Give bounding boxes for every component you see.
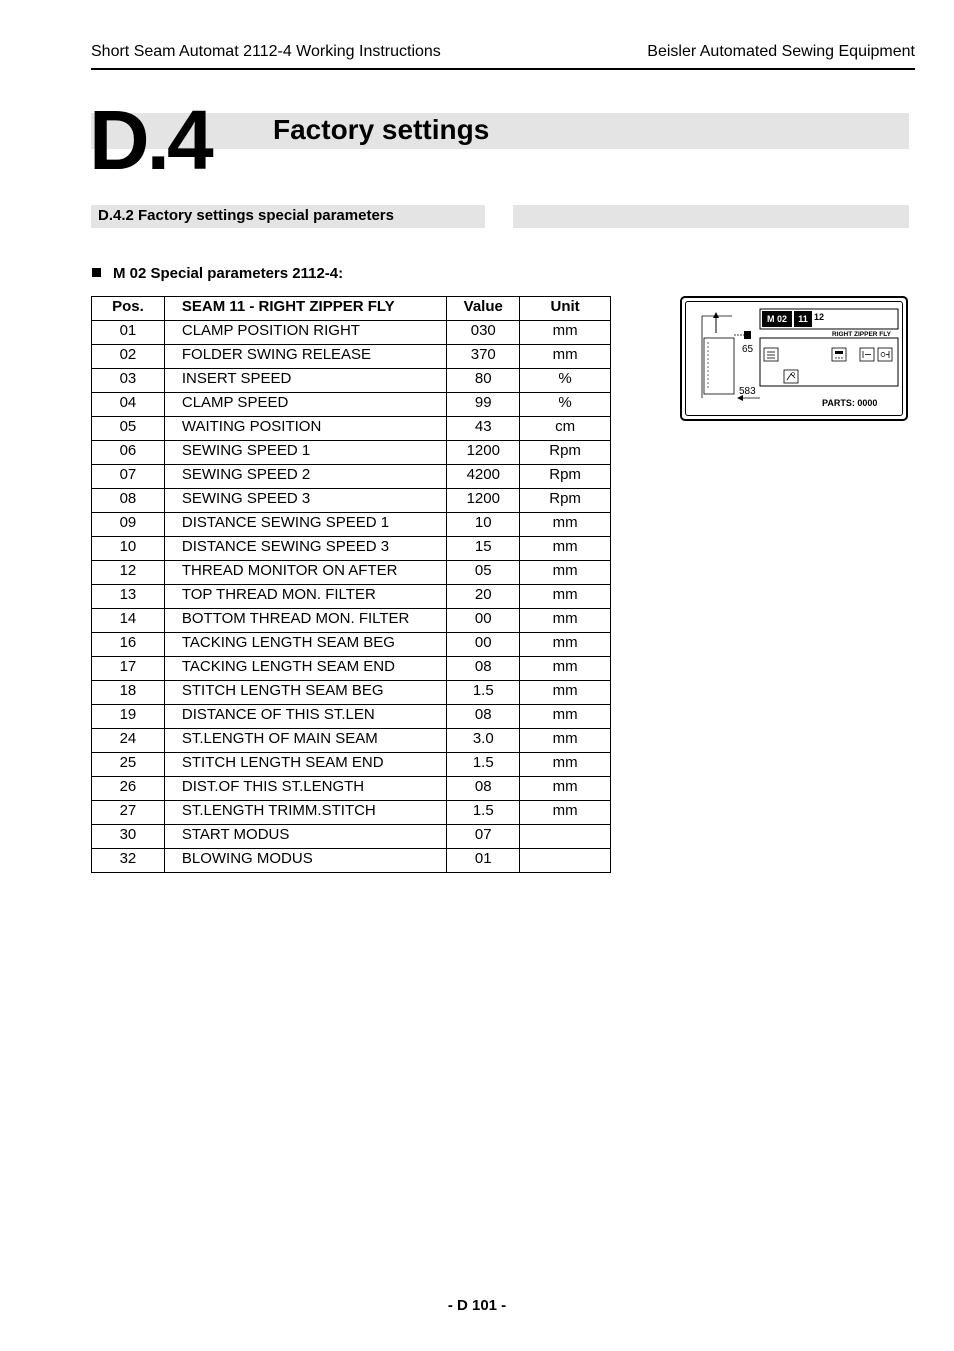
- cell-parameter: THREAD MONITOR ON AFTER: [164, 561, 446, 585]
- header-right-title: Beisler Automated Sewing Equipment: [647, 43, 915, 60]
- cell-parameter: START MODUS: [164, 825, 446, 849]
- seam-name-label: RIGHT ZIPPER FLY: [832, 331, 891, 338]
- cell-unit: mm: [520, 777, 611, 801]
- cell-parameter: STITCH LENGTH SEAM BEG: [164, 681, 446, 705]
- table-row: [92, 681, 611, 705]
- cell-parameter: DISTANCE SEWING SPEED 3: [164, 537, 446, 561]
- cell-value: 1.5: [447, 753, 520, 777]
- header-left-title: Short Seam Automat 2112-4 Working Instructions: [91, 43, 441, 60]
- cell-pos: 18: [92, 681, 165, 705]
- table-row: [92, 561, 611, 585]
- cell-unit: Rpm: [520, 465, 611, 489]
- cell-pos: 12: [92, 561, 165, 585]
- cell-parameter: SEWING SPEED 3: [164, 489, 446, 513]
- arrow-up-icon: [713, 312, 719, 333]
- table-row: [92, 609, 611, 633]
- cell-value: 20: [447, 585, 520, 609]
- cell-parameter: STITCH LENGTH SEAM END: [164, 753, 446, 777]
- cell-pos: 26: [92, 777, 165, 801]
- cell-value: 43: [447, 417, 520, 441]
- cell-pos: 25: [92, 753, 165, 777]
- cell-pos: 13: [92, 585, 165, 609]
- cell-unit: mm: [520, 609, 611, 633]
- cell-pos: 09: [92, 513, 165, 537]
- cell-unit: [520, 849, 611, 873]
- control-panel-display: [680, 296, 908, 421]
- section-title: D.4.2 Factory settings special parameters: [98, 207, 394, 224]
- table-row: [92, 513, 611, 537]
- cell-unit: mm: [520, 801, 611, 825]
- table-row: [92, 825, 611, 849]
- table-row: [92, 321, 611, 345]
- cell-value: 1.5: [447, 801, 520, 825]
- cell-pos: 02: [92, 345, 165, 369]
- cell-pos: 10: [92, 537, 165, 561]
- cell-parameter: TOP THREAD MON. FILTER: [164, 585, 446, 609]
- table-row: [92, 345, 611, 369]
- cell-unit: mm: [520, 633, 611, 657]
- cell-parameter: DIST.OF THIS ST.LENGTH: [164, 777, 446, 801]
- cell-pos: 07: [92, 465, 165, 489]
- list-icon: [764, 348, 778, 361]
- cell-unit: Rpm: [520, 441, 611, 465]
- table-row: [92, 729, 611, 753]
- cell-parameter: CLAMP POSITION RIGHT: [164, 321, 446, 345]
- sewing-head-icon: [832, 348, 846, 361]
- table-row: [92, 657, 611, 681]
- chapter-number: D.4: [89, 93, 211, 187]
- cell-value: 1.5: [447, 681, 520, 705]
- cell-pos: 16: [92, 633, 165, 657]
- cell-value: 07: [447, 825, 520, 849]
- cell-pos: 01: [92, 321, 165, 345]
- table-row: [92, 441, 611, 465]
- zipper-icon: [784, 370, 798, 383]
- table-row: [92, 417, 611, 441]
- cell-parameter: CLAMP SPEED: [164, 393, 446, 417]
- cell-unit: mm: [520, 753, 611, 777]
- cell-unit: cm: [520, 417, 611, 441]
- table-row: [92, 801, 611, 825]
- cell-unit: Rpm: [520, 489, 611, 513]
- chapter-title: Factory settings: [273, 114, 490, 145]
- cell-unit: mm: [520, 705, 611, 729]
- cell-value: 08: [447, 657, 520, 681]
- cell-parameter: TACKING LENGTH SEAM BEG: [164, 633, 446, 657]
- cell-pos: 24: [92, 729, 165, 753]
- cell-parameter: DISTANCE SEWING SPEED 1: [164, 513, 446, 537]
- cell-value: 15: [447, 537, 520, 561]
- cell-value: 99: [447, 393, 520, 417]
- cell-value: 370: [447, 345, 520, 369]
- cell-parameter: ST.LENGTH TRIMM.STITCH: [164, 801, 446, 825]
- cell-pos: 17: [92, 657, 165, 681]
- cell-unit: mm: [520, 729, 611, 753]
- cell-parameter: INSERT SPEED: [164, 369, 446, 393]
- table-row: [92, 585, 611, 609]
- cell-value: 00: [447, 633, 520, 657]
- cell-unit: mm: [520, 561, 611, 585]
- cell-value: 10: [447, 513, 520, 537]
- bottom-value-label: 583: [739, 386, 756, 397]
- table-row: [92, 369, 611, 393]
- seam-active-label: 11: [794, 311, 812, 327]
- cell-pos: 03: [92, 369, 165, 393]
- col-header-seam: SEAM 11 - RIGHT ZIPPER FLY: [164, 297, 446, 321]
- page-number: - D 101 -: [447, 1297, 507, 1314]
- cell-value: 08: [447, 777, 520, 801]
- parameter-list-heading-text: M 02 Special parameters 2112-4:: [113, 265, 344, 282]
- cell-unit: mm: [520, 537, 611, 561]
- cell-pos: 30: [92, 825, 165, 849]
- section-bar-right: [513, 205, 909, 228]
- chapter-bar: [91, 113, 909, 149]
- cell-parameter: BLOWING MODUS: [164, 849, 446, 873]
- parts-counter: PARTS: 0000: [822, 398, 878, 408]
- cell-value: 05: [447, 561, 520, 585]
- table-row: [92, 537, 611, 561]
- cell-unit: [520, 825, 611, 849]
- cell-parameter: FOLDER SWING RELEASE: [164, 345, 446, 369]
- cell-value: 1200: [447, 441, 520, 465]
- table-header-row: [92, 297, 611, 321]
- table-row: [92, 777, 611, 801]
- cell-parameter: ST.LENGTH OF MAIN SEAM: [164, 729, 446, 753]
- cell-unit: %: [520, 369, 611, 393]
- cell-value: 80: [447, 369, 520, 393]
- cell-pos: 08: [92, 489, 165, 513]
- cell-unit: mm: [520, 321, 611, 345]
- top-value-label: 65: [742, 344, 754, 355]
- cell-unit: mm: [520, 657, 611, 681]
- cell-parameter: WAITING POSITION: [164, 417, 446, 441]
- table-row: [92, 393, 611, 417]
- col-header-pos: Pos.: [92, 297, 165, 321]
- cell-pos: 06: [92, 441, 165, 465]
- cell-value: 08: [447, 705, 520, 729]
- col-header-unit: Unit: [520, 297, 611, 321]
- cell-pos: 32: [92, 849, 165, 873]
- cell-parameter: BOTTOM THREAD MON. FILTER: [164, 609, 446, 633]
- cell-value: 01: [447, 849, 520, 873]
- cell-unit: mm: [520, 513, 611, 537]
- cell-pos: 05: [92, 417, 165, 441]
- cell-unit: mm: [520, 345, 611, 369]
- cell-parameter: SEWING SPEED 2: [164, 465, 446, 489]
- cell-pos: 27: [92, 801, 165, 825]
- cell-value: 00: [447, 609, 520, 633]
- cell-parameter: DISTANCE OF THIS ST.LEN: [164, 705, 446, 729]
- cell-pos: 19: [92, 705, 165, 729]
- seam-next-label: 12: [814, 312, 825, 322]
- parameter-list-heading: [92, 265, 343, 282]
- bullet-square-icon: [92, 268, 101, 277]
- cell-value: 030: [447, 321, 520, 345]
- program-label: M 02: [762, 311, 792, 327]
- cell-unit: mm: [520, 681, 611, 705]
- cell-parameter: SEWING SPEED 1: [164, 441, 446, 465]
- cell-parameter: TACKING LENGTH SEAM END: [164, 657, 446, 681]
- page-header: [91, 42, 915, 70]
- parameter-table: [91, 296, 611, 873]
- col-header-value: Value: [447, 297, 520, 321]
- table-row: [92, 705, 611, 729]
- seam-end-icon: [878, 348, 892, 361]
- table-row: [92, 633, 611, 657]
- table-row: [92, 849, 611, 873]
- cell-pos: 14: [92, 609, 165, 633]
- table-row: [92, 465, 611, 489]
- seam-start-icon: [860, 348, 874, 361]
- cell-value: 4200: [447, 465, 520, 489]
- table-row: [92, 489, 611, 513]
- table-row: [92, 753, 611, 777]
- cell-value: 1200: [447, 489, 520, 513]
- cell-value: 3.0: [447, 729, 520, 753]
- cell-unit: %: [520, 393, 611, 417]
- cell-unit: mm: [520, 585, 611, 609]
- cell-pos: 04: [92, 393, 165, 417]
